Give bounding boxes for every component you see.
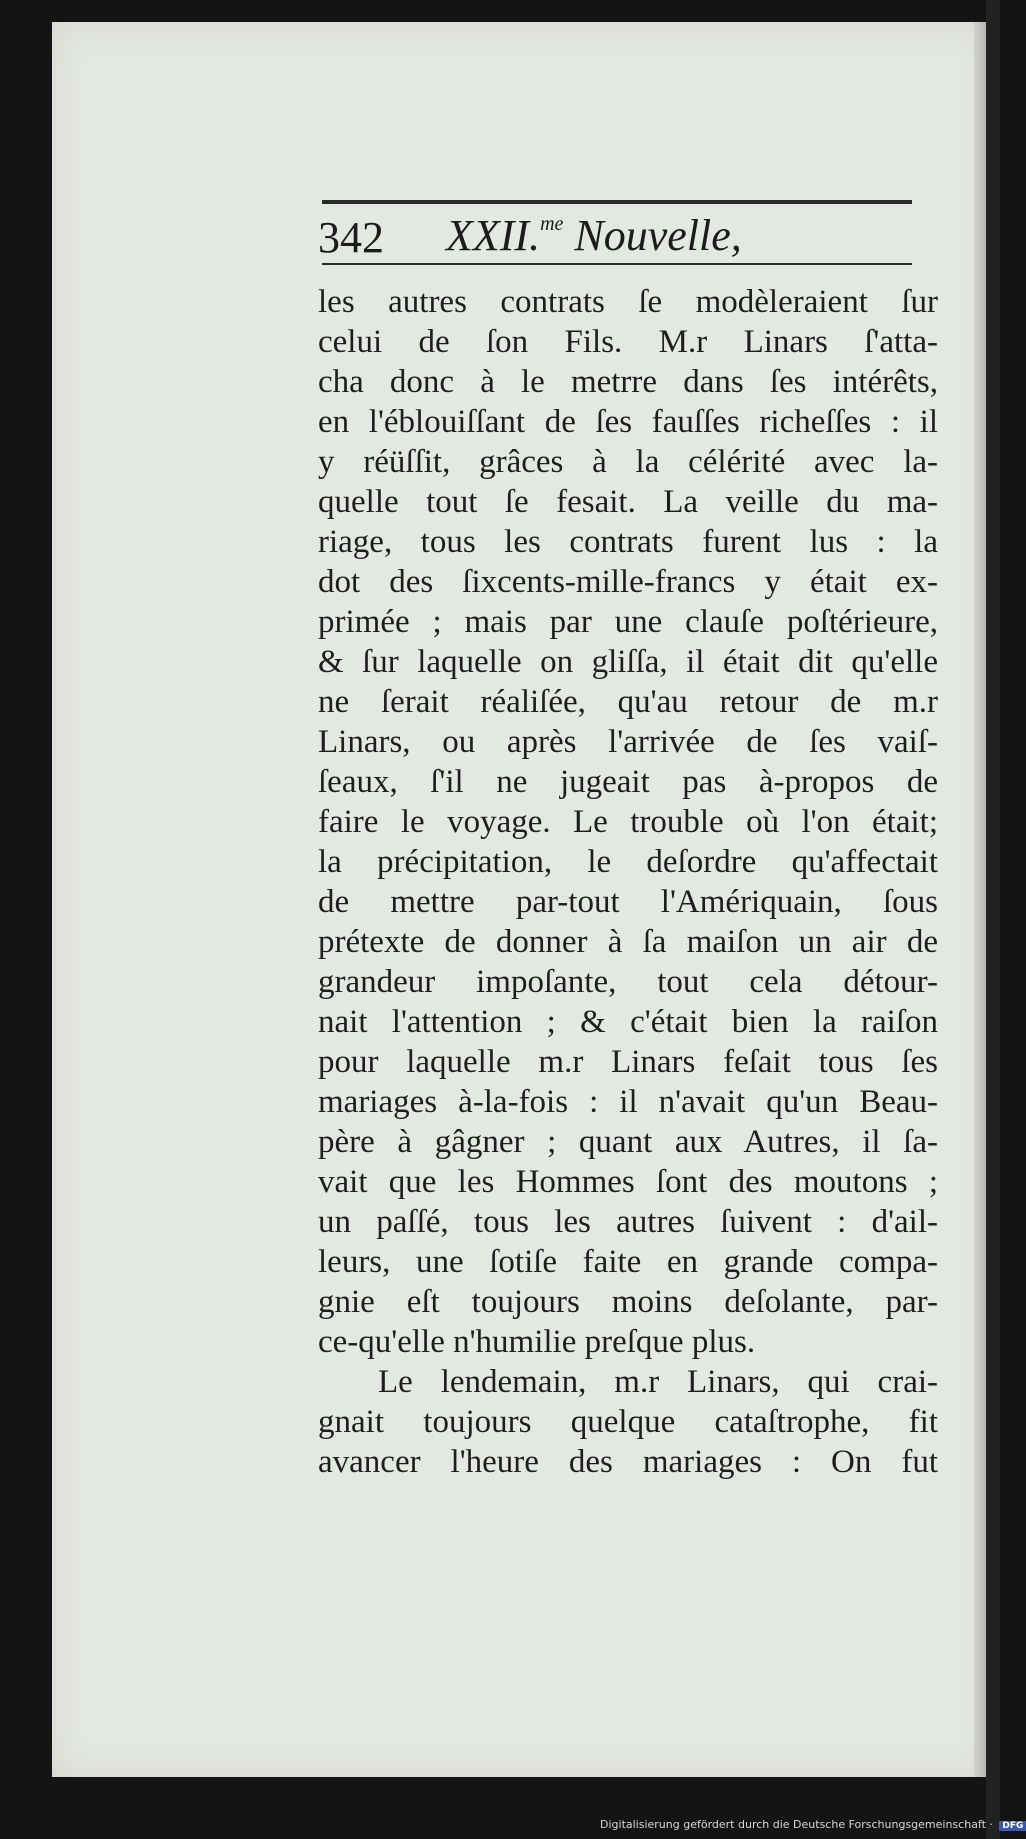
- body-text: [318, 282, 938, 1482]
- header-rule-bottom: [322, 263, 912, 265]
- text-line: & ſur laquelle on gliſſa, il était dit qu'elle: [318, 644, 938, 680]
- text-line: y réüſſit, grâces à la célérité avec la-: [318, 444, 938, 480]
- page-header: [318, 210, 918, 262]
- header-rule-top: [322, 200, 912, 204]
- text-line: Le lendemain, m.r Linars, qui crai-: [378, 1364, 938, 1400]
- text-line: ne ſerait réaliſée, qu'au retour de m.r: [318, 684, 938, 720]
- running-head-numeral: XXII.: [446, 211, 541, 260]
- text-line: quelle tout ſe fesait. La veille du ma-: [318, 484, 938, 520]
- running-head: [446, 210, 742, 261]
- running-head-sup: me: [540, 213, 564, 235]
- text-line: pour laquelle m.r Linars feſait tous ſes: [318, 1044, 938, 1080]
- text-line: ſeaux, ſ'il ne jugeait pas à-propos de: [318, 764, 938, 800]
- text-line: grandeur impoſante, tout cela détour-: [318, 964, 938, 1000]
- text-line: celui de ſon Fils. M.r Linars ſ'atta-: [318, 324, 938, 360]
- text-line: leurs, une ſotiſe faite en grande compa-: [318, 1244, 938, 1280]
- credit-text: Digitalisierung gefördert durch die Deutsche Forschungsgemeinschaft ·: [600, 1818, 993, 1831]
- text-line: avancer l'heure des mariages : On fut: [318, 1444, 938, 1480]
- text-line: de mettre par-tout l'Amériquain, ſous: [318, 884, 938, 920]
- text-line: riage, tous les contrats furent lus : la: [318, 524, 938, 560]
- text-line: Linars, ou après l'arrivée de ſes vaiſ-: [318, 724, 938, 760]
- text-line: vait que les Hommes ſont des moutons ;: [318, 1164, 938, 1200]
- text-line: primée ; mais par une clauſe poſtérieure,: [318, 604, 938, 640]
- text-line: mariages à-la-fois : il n'avait qu'un Beau-: [318, 1084, 938, 1120]
- text-line: cha donc à le metrre dans ſes intérêts,: [318, 364, 938, 400]
- page-number: 342: [318, 213, 384, 262]
- dfg-logo: DFG: [999, 1821, 1026, 1831]
- book-binding: [986, 0, 1000, 1839]
- text-line: père à gâgner ; quant aux Autres, il ſa-: [318, 1124, 938, 1160]
- text-line: prétexte de donner à ſa maiſon un air de: [318, 924, 938, 960]
- text-line: faire le voyage. Le trouble où l'on était;: [318, 804, 938, 840]
- text-line: gnie eſt toujours moins deſolante, par-: [318, 1284, 938, 1320]
- text-line: nait l'attention ; & c'était bien la raiſon: [318, 1004, 938, 1040]
- text-line: ce-qu'elle n'humilie preſque plus.: [318, 1324, 756, 1360]
- text-line: un paſſé, tous les autres ſuivent : d'ail-: [318, 1204, 938, 1240]
- text-line: gnait toujours quelque cataſtrophe, fit: [318, 1404, 938, 1440]
- running-head-title: Nouvelle,: [574, 211, 742, 260]
- digitization-credit: [600, 1818, 1026, 1836]
- text-line: les autres contrats ſe modèleraient ſur: [318, 284, 938, 320]
- text-line: la précipitation, le deſordre qu'affectait: [318, 844, 938, 880]
- text-line: dot des ſixcents-mille-francs y était ex-: [318, 564, 938, 600]
- text-line: en l'éblouiſſant de ſes fauſſes richeſſes : il: [318, 404, 938, 440]
